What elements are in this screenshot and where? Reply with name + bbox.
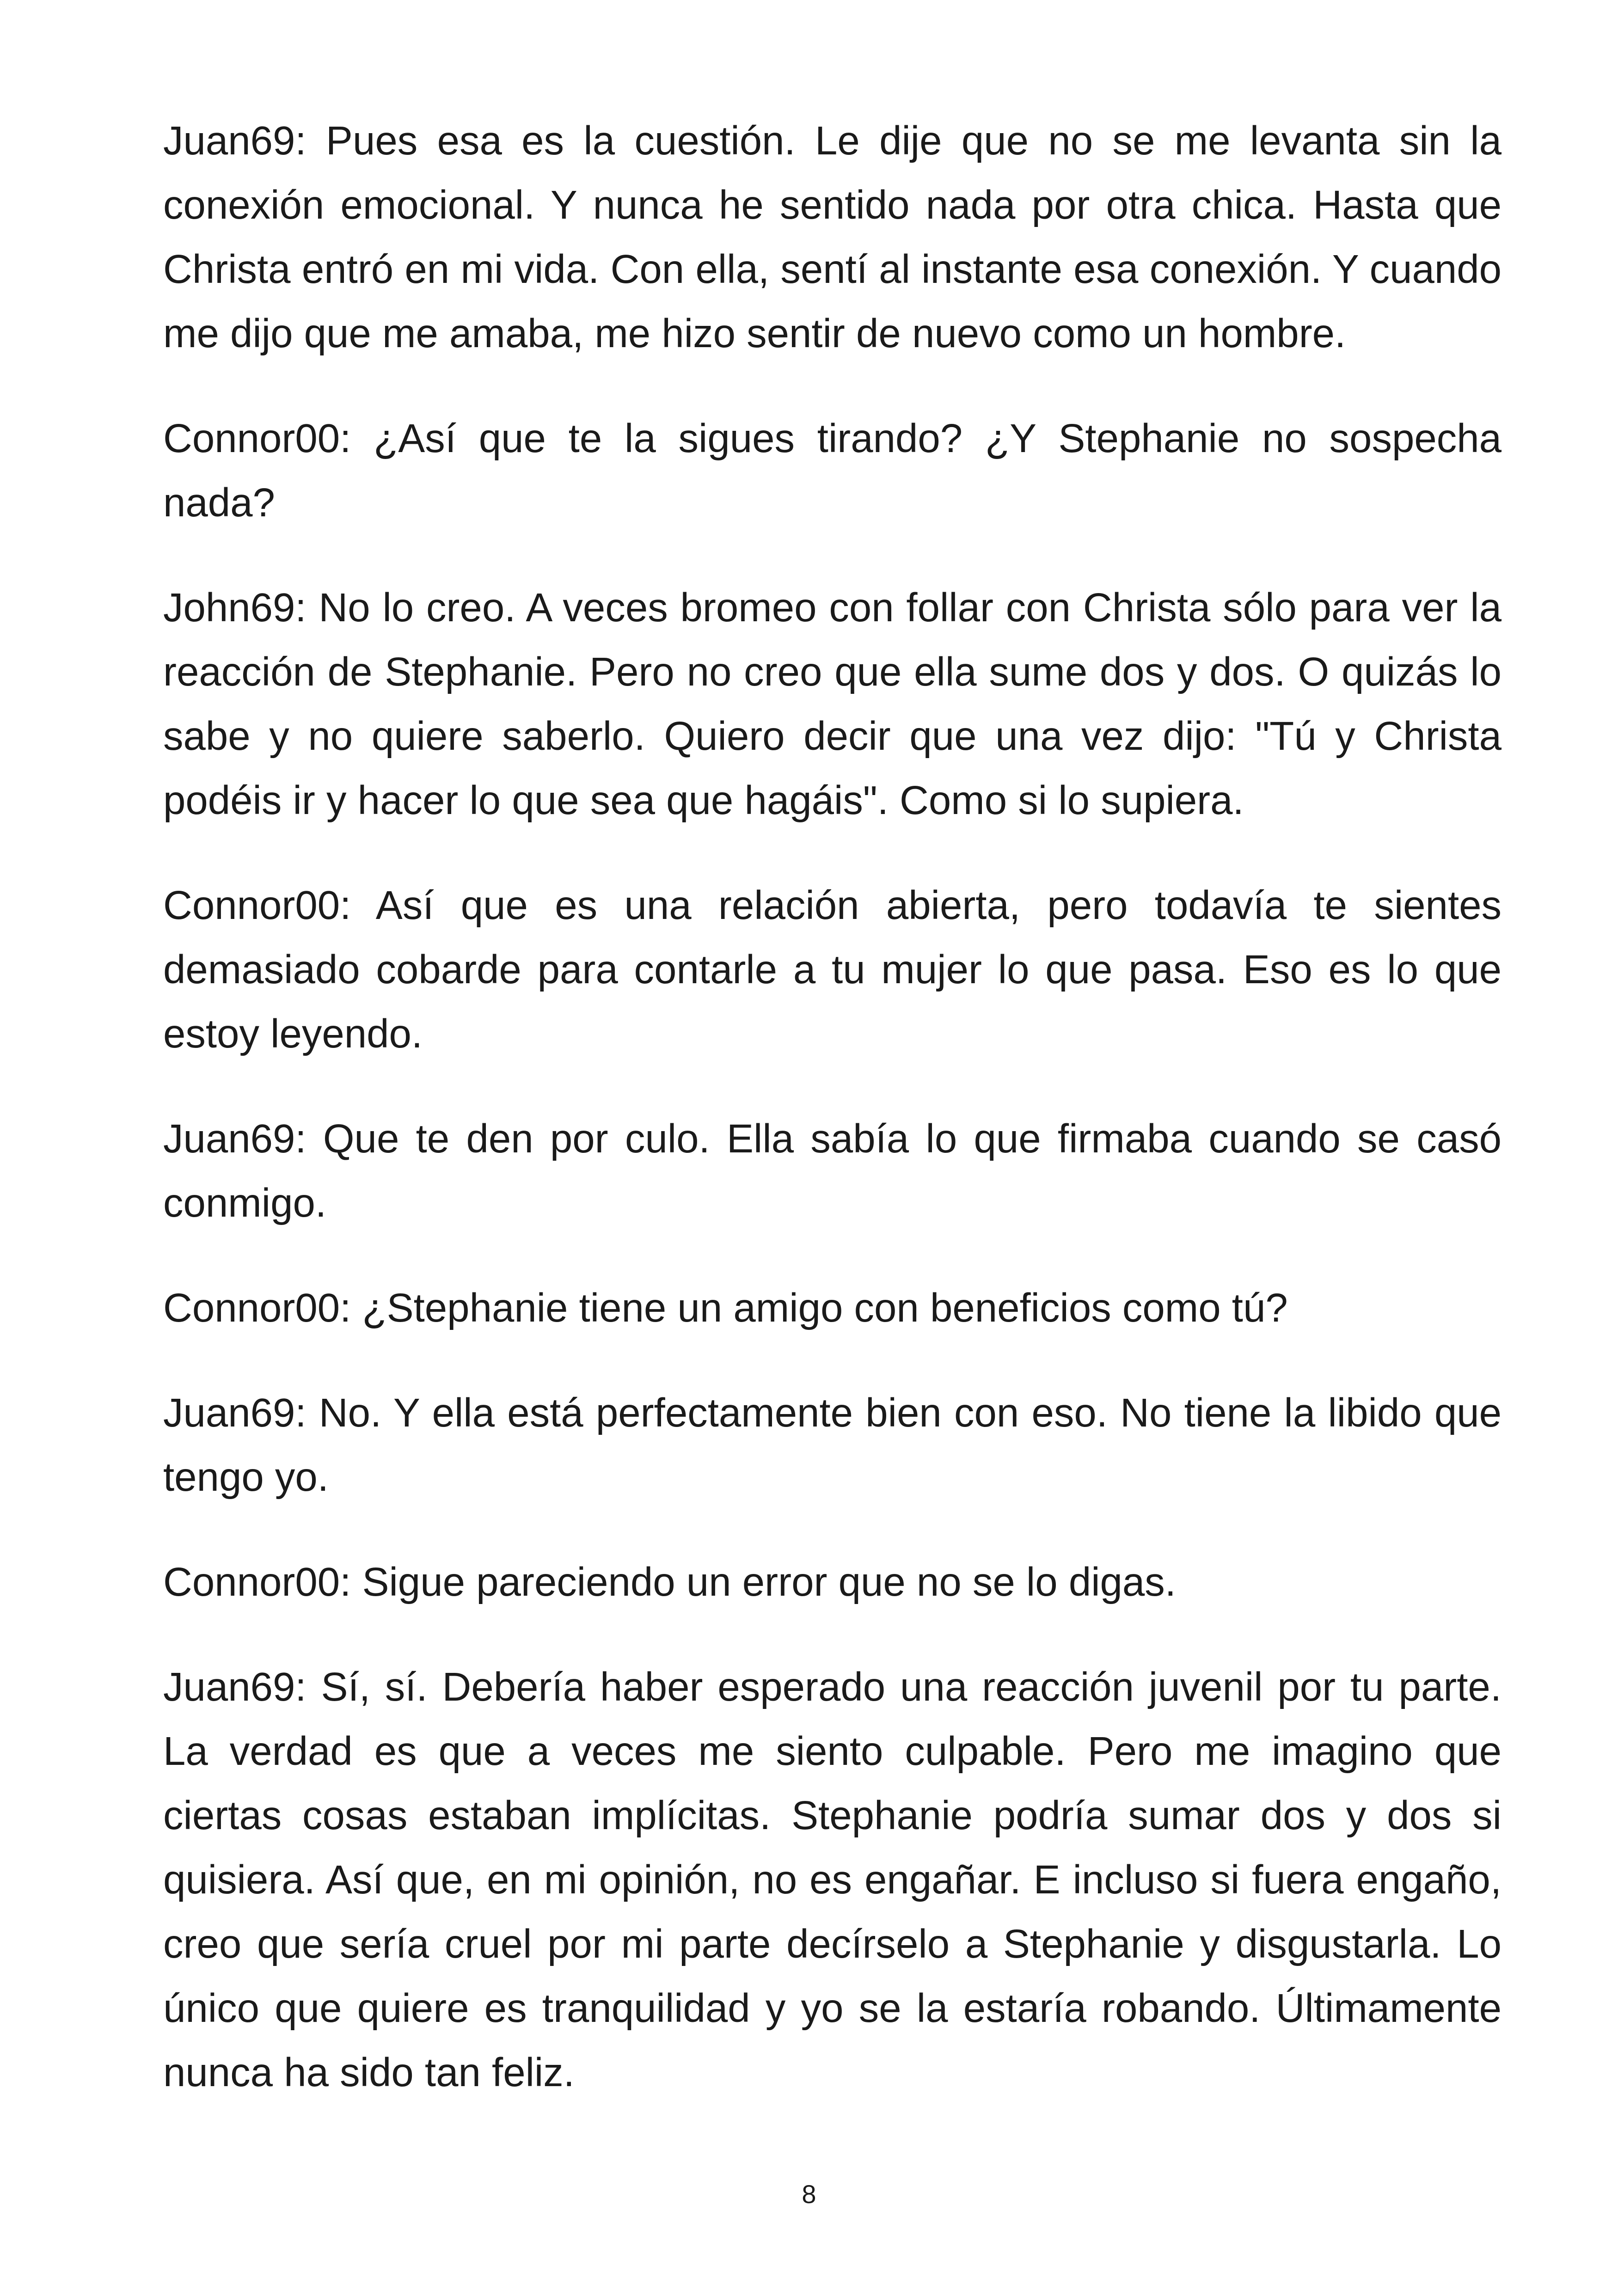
paragraph: Connor00: Sigue pareciendo un error que no se lo digas. bbox=[163, 1560, 1176, 1604]
paragraph: Connor00: Así que es una relación abierta, pero todavía te sientes demasiado cobarde para contarle a tu mujer lo que pasa. Eso es lo que estoy leyendo. bbox=[163, 883, 1502, 1056]
paragraph: Connor00: ¿Así que te la sigues tirando? ¿Y Stephanie no sospecha nada? bbox=[163, 416, 1502, 525]
paragraph: Juan69: Sí, sí. Debería haber esperado una reacción juvenil por tu parte. La verdad es que a veces me siento culpable. Pero me imagino que ciertas cosas estaban implícitas. Stephanie podría sumar dos y dos si quisiera. Así que, en mi opinión, no es engañar. E incluso si fuera engaño, creo que sería cruel por mi parte decírselo a Stephanie y disgustarla. Lo único que quiere es tranquilidad y yo se la estaría robando. Últimamente nunca ha sido tan feliz. bbox=[163, 1665, 1502, 2095]
paragraph: Connor00: ¿Stephanie tiene un amigo con beneficios como tú? bbox=[163, 1286, 1288, 1330]
paragraph: Juan69: Pues esa es la cuestión. Le dije que no se me levanta sin la conexión emocional. Y nunca he sentido nada por otra chica. Hasta que Christa entró en mi vida. Con ella, sentí al instante esa conexión. Y cuando me dijo que me amaba, me hizo sentir de nuevo como un hombre. bbox=[163, 118, 1502, 356]
paragraph: Juan69: No. Y ella está perfectamente bien con eso. No tiene la libido que tengo yo. bbox=[163, 1390, 1502, 1500]
paragraph: Juan69: Que te den por culo. Ella sabía lo que firmaba cuando se casó conmigo. bbox=[163, 1116, 1502, 1225]
paragraph: John69: No lo creo. A veces bromeo con follar con Christa sólo para ver la reacción de Stephanie. Pero no creo que ella sume dos y dos. O quizás lo sabe y no quiere saberlo. Quiero decir que una vez dijo: "Tú y Christa podéis ir y hacer lo que sea que hagáis". Como si lo supiera. bbox=[163, 585, 1502, 823]
page-number: 8 bbox=[802, 2180, 816, 2209]
body-text bbox=[163, 109, 1502, 2105]
